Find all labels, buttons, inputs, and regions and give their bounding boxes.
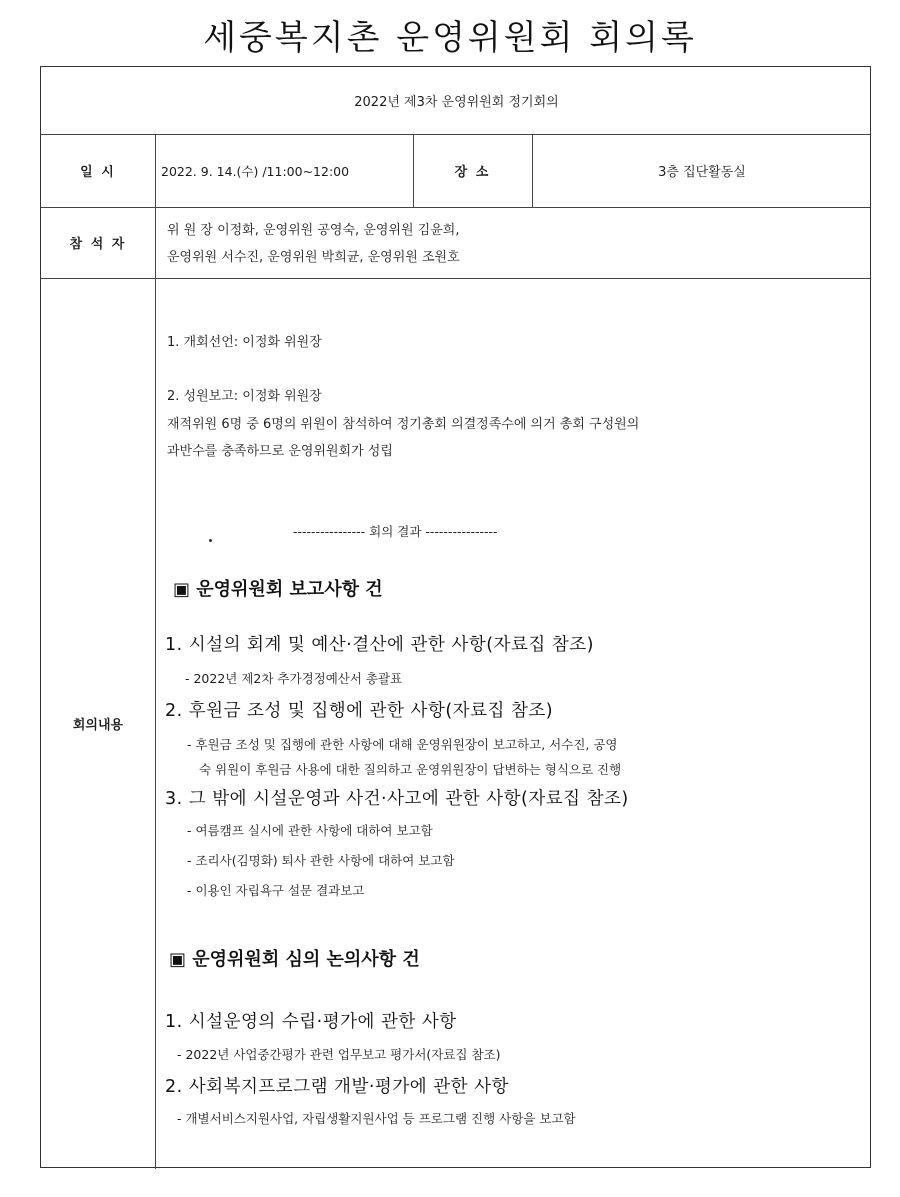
document-title: 세중복지촌 운영위원회 회의록 (203, 18, 697, 58)
review-item-title: 2. 사회복지프로그램 개발·평가에 관한 사항 (165, 1077, 509, 1097)
review-item-detail: - 개별서비스지원사업, 자립생활지원사업 등 프로그램 진행 사항을 보고함 (177, 1111, 576, 1126)
opening-declaration: 1. 개회선언: 이정화 위원장 (167, 335, 322, 350)
attendees-line: 운영위원 서수진, 운영위원 박희균, 운영위원 조원호 (167, 250, 460, 265)
date-value: 2022. 9. 14.(수) /11:00~12:00 (161, 163, 350, 179)
meeting-header: 2022년 제3차 운영위원회 정기회의 (354, 95, 559, 110)
report-item-detail: - 2022년 제2차 추가경정예산서 총괄표 (185, 671, 403, 686)
stray-dot (209, 539, 212, 542)
report-item-detail: - 이용인 자립욕구 설문 결과보고 (187, 883, 365, 898)
attendees-line: 위 원 장 이정화, 운영위원 공영숙, 운영위원 김윤희, (167, 223, 460, 238)
attendees-label: 참 석 자 (69, 237, 127, 252)
report-item-detail: - 후원금 조성 및 집행에 관한 사항에 대해 운영위원장이 보고하고, 서수진, 공영 (187, 737, 618, 752)
report-item-detail: 숙 위원이 후원금 사용에 대한 질의하고 운영위원장이 답변하는 형식으로 진행 (199, 762, 622, 777)
label-column-divider (155, 134, 156, 1169)
review-section-heading: ▣ 운영위원회 심의 논의사항 건 (169, 949, 420, 970)
date-label: 일 시 (80, 165, 116, 180)
report-item-title: 3. 그 밖에 시설운영과 사건·사고에 관한 사항(자료집 참조) (165, 789, 629, 809)
review-item-title: 1. 시설운영의 수립·평가에 관한 사항 (165, 1012, 457, 1032)
row-divider (41, 207, 870, 208)
report-item-title: 2. 후원금 조성 및 집행에 관한 사항(자료집 참조) (165, 701, 554, 721)
result-divider: ---------------- 회의 결과 ---------------- (293, 524, 498, 539)
quorum-line: 재적위원 6명 중 6명의 위원이 참석하여 정기총회 의결정족수에 의거 총회 구성원의 (167, 417, 640, 432)
content-label: 회의내용 (72, 718, 124, 733)
place-label: 장 소 (454, 165, 491, 180)
report-item-title: 1. 시설의 회계 및 예산·결산에 관한 사항(자료집 참조) (165, 635, 594, 655)
report-item-detail: - 여름캠프 실시에 관한 사항에 대하여 보고함 (187, 823, 433, 838)
review-item-detail: - 2022년 사업중간평가 관련 업무보고 평가서(자료집 참조) (177, 1047, 501, 1062)
row-divider (41, 278, 870, 279)
report-item-detail: - 조리사(김명화) 퇴사 관한 사항에 대하여 보고함 (187, 853, 455, 868)
place-value: 3층 집단활동실 (658, 165, 746, 180)
report-section-heading: ▣ 운영위원회 보고사항 건 (173, 579, 383, 600)
quorum-title: 2. 성원보고: 이정화 위원장 (167, 389, 322, 404)
minutes-table (40, 66, 871, 1168)
quorum-line: 과반수를 충족하므로 운영위원회가 성립 (167, 444, 393, 459)
